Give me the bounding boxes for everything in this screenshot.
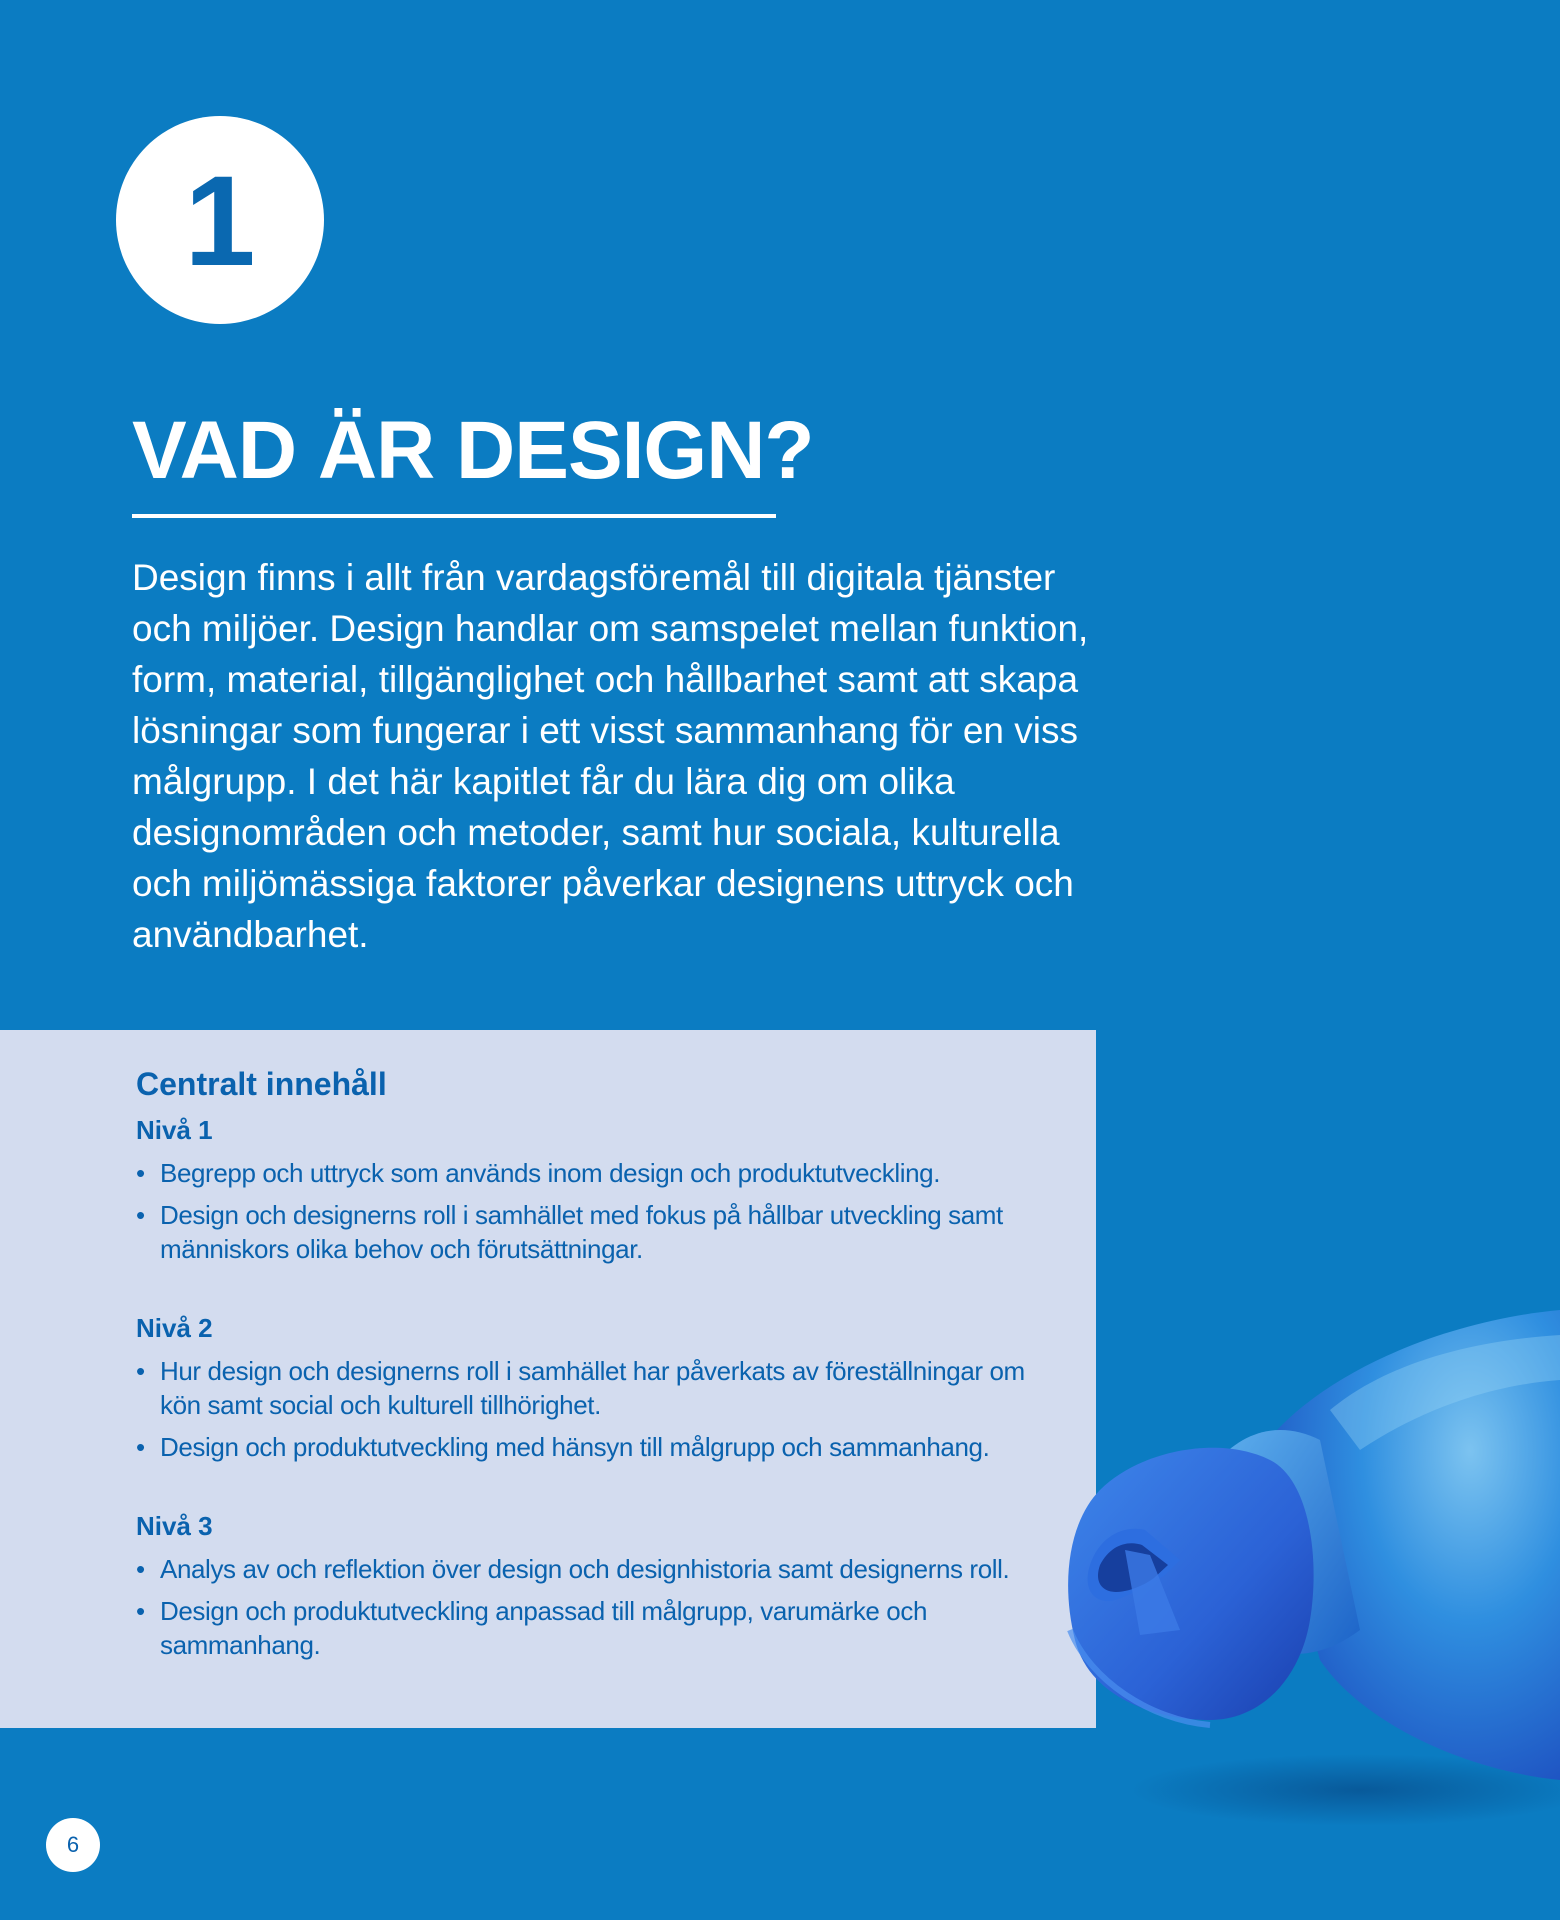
page-number: 6: [46, 1818, 100, 1872]
chapter-number-badge: [116, 116, 324, 324]
list-item: • Design och designerns roll i samhället med fokus på hållbar utveckling samt människors olika behov och förutsättningar.: [136, 1198, 1066, 1266]
central-content-box: [0, 1030, 1096, 1728]
list-item: • Analys av och reflektion över design och designhistoria samt designerns roll.: [136, 1552, 1066, 1586]
central-content-heading: Centralt innehåll: [136, 1066, 387, 1102]
level-heading: Nivå 2: [136, 1313, 213, 1343]
list-item: • Design och produktutveckling med hänsyn till målgrupp och sammanhang.: [136, 1430, 1066, 1464]
intro-paragraph: Design finns i allt från vardagsföremål till digitala tjänster och miljöer. Design handlar om samspelet mellan funktion, form, material, tillgänglighet och hållbarhet samt att skapa lösningar som fungerar i ett visst sammanhang för en viss målgrupp. I det här kapitlet får du lära dig om olika designområden och metoder, samt hur sociala, kulturella och miljömässiga faktorer påverkar designens uttryck och användbarhet.: [132, 557, 1089, 955]
list-item: • Begrepp och uttryck som används inom design och produktutveckling.: [136, 1156, 1066, 1190]
level-heading: Nivå 1: [136, 1115, 213, 1145]
title-underline: [132, 514, 776, 518]
blue-bottle-illustration: [1030, 1300, 1560, 1840]
chapter-number: 1: [184, 150, 256, 293]
level-2-list: [136, 1354, 1066, 1464]
page-title: VAD ÄR DESIGN?: [132, 405, 814, 496]
level-3-list: [136, 1552, 1066, 1662]
level-heading: Nivå 3: [136, 1511, 213, 1541]
list-item: • Hur design och designerns roll i samhället har påverkats av föreställningar om kön samt social och kulturell tillhörighet.: [136, 1354, 1066, 1422]
level-1-list: [136, 1156, 1066, 1266]
list-item: • Design och produktutveckling anpassad till målgrupp, varumärke och sammanhang.: [136, 1594, 1066, 1662]
